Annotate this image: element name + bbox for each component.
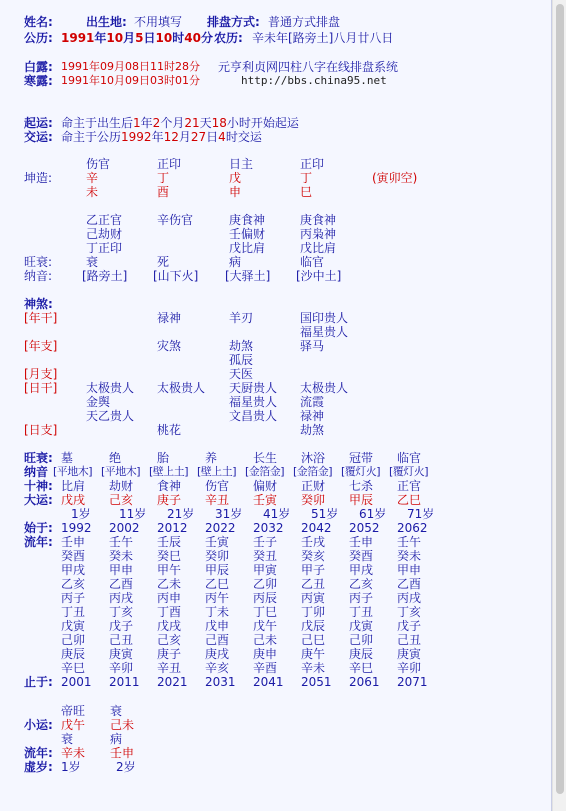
dayun-end-year: 2051 — [301, 675, 332, 689]
liunian-item: 乙酉 — [109, 577, 134, 591]
shensha-item: 禄神 — [300, 409, 325, 423]
liunian-item: 甲寅 — [253, 563, 278, 577]
liunian-item: 丁丑 — [61, 605, 86, 619]
qiyun-text — [61, 116, 299, 130]
shensha-title: 神煞: — [24, 297, 53, 311]
liunian-item: 甲辰 — [205, 563, 230, 577]
liunian-item: 壬子 — [253, 535, 278, 549]
shensha-item: 福星贵人 — [229, 395, 278, 409]
liunian-item: 丁酉 — [157, 605, 182, 619]
end-year-label: 止于: — [24, 675, 53, 689]
dayun-end-year: 2031 — [205, 675, 236, 689]
liunian-item: 乙卯 — [253, 577, 278, 591]
shensha-item: 流霞 — [300, 395, 325, 409]
liunian-item: 丙辰 — [253, 591, 278, 605]
liunian-item: 辛巳 — [61, 661, 86, 675]
liunian-item: 甲戌 — [349, 563, 374, 577]
dayun-ganzhi: 庚子 — [157, 493, 182, 507]
solar-day: 5 — [135, 31, 144, 45]
liunian-item: 己卯 — [349, 633, 374, 647]
qiyun-part: 个月 — [160, 116, 185, 130]
xiaoyun-label: 小运: — [24, 718, 53, 732]
dayun-wangshuai: 长生 — [253, 451, 278, 465]
shensha-item: 天乙贵人 — [86, 409, 135, 423]
kunzao-label: 坤造: — [24, 171, 53, 185]
lunar-label: 农历: — [214, 31, 243, 45]
liunian-item: 庚寅 — [109, 647, 134, 661]
dayun-start-year: 2062 — [397, 521, 428, 535]
wangshuai-value: 死 — [157, 255, 170, 269]
liunian-item: 辛卯 — [109, 661, 134, 675]
dayun-wangshuai-label: 旺衰: — [24, 451, 53, 465]
kong-note: (寅卯空) — [372, 171, 418, 185]
liunian-item: 己亥 — [157, 633, 182, 647]
liunian-item: 壬寅 — [205, 535, 230, 549]
dayun-wangshuai: 墓 — [61, 451, 74, 465]
dayun-age: 1岁 — [71, 507, 91, 521]
liunian-item: 壬午 — [109, 535, 134, 549]
liunian-item: 乙酉 — [397, 577, 422, 591]
hidden-stem: 壬偏财 — [229, 227, 266, 241]
dayun-end-year: 2061 — [349, 675, 380, 689]
pillar-god: 正印 — [300, 157, 325, 171]
liunian-item: 戊辰 — [301, 619, 326, 633]
liunian-item: 丁丑 — [349, 605, 374, 619]
liunian-item: 辛酉 — [253, 661, 278, 675]
solar-year: 1991 — [61, 31, 95, 45]
liunian-item: 庚申 — [253, 647, 278, 661]
dayun-nayin: [平地木] — [53, 465, 93, 478]
liunian-item: 庚子 — [157, 647, 182, 661]
liunian-item: 丁亥 — [109, 605, 134, 619]
liunian-item: 丁卯 — [301, 605, 326, 619]
dayun-age: 71岁 — [407, 507, 435, 521]
jiaoyun-part: 月 — [178, 130, 191, 144]
dayun-nayin: [覆灯火] — [389, 465, 429, 478]
vertical-scrollbar[interactable] — [552, 0, 566, 811]
wangshuai-value: 病 — [229, 255, 242, 269]
nayin-value: [沙中土] — [296, 269, 342, 283]
dayun-wangshuai: 养 — [205, 451, 218, 465]
liunian-item: 癸未 — [109, 549, 134, 563]
dayun-shishen-label: 十神: — [24, 479, 53, 493]
pillar-god: 伤官 — [86, 157, 111, 171]
dayun-nayin: [平地木] — [101, 465, 141, 478]
pillar-zhi: 巳 — [300, 185, 313, 199]
xiaoyun-bottom: 病 — [110, 732, 123, 746]
liunian-item: 癸卯 — [205, 549, 230, 563]
hidden-stem: 庚食神 — [229, 213, 266, 227]
name-label: 姓名: — [24, 15, 53, 29]
liunian-item: 己丑 — [109, 633, 134, 647]
hidden-stem: 辛伤官 — [157, 213, 194, 227]
liunian-item: 丙午 — [205, 591, 230, 605]
liunian-item: 丙戌 — [397, 591, 422, 605]
xusui-value: 2岁 — [116, 760, 136, 774]
pillar-god: 日主 — [229, 157, 254, 171]
method-label: 排盘方式: — [207, 15, 260, 29]
dayun-age: 11岁 — [119, 507, 147, 521]
liunian-item: 癸巳 — [157, 549, 182, 563]
xiaoyun-top: 帝旺 — [61, 704, 86, 718]
dayun-age: 41岁 — [263, 507, 291, 521]
dayun-wangshuai: 临官 — [397, 451, 422, 465]
shensha-item: 劫煞 — [300, 423, 325, 437]
dayun-shishen: 偏财 — [253, 479, 278, 493]
dayun-ganzhi: 戊戌 — [61, 493, 86, 507]
liunian-item: 戊子 — [109, 619, 134, 633]
dayun-wangshuai: 胎 — [157, 451, 170, 465]
dayun-nayin-label: 纳音 — [24, 465, 49, 479]
liunian-item: 乙亥 — [61, 577, 86, 591]
liunian-label: 流年: — [24, 535, 53, 549]
solar-year-unit: 年 — [94, 31, 107, 45]
liunian-item: 戊午 — [253, 619, 278, 633]
pillar-zhi: 申 — [229, 185, 242, 199]
hanlu-value: 1991年10月09日03时01分 — [61, 74, 200, 87]
xiaoyun-liunian-label: 流年: — [24, 746, 53, 760]
dayun-ganzhi: 辛丑 — [205, 493, 230, 507]
qiyun-hours: 18 — [211, 116, 227, 130]
dayun-end-year: 2071 — [397, 675, 428, 689]
dayun-ganzhi: 壬寅 — [253, 493, 278, 507]
shensha-item: 天医 — [229, 367, 254, 381]
dayun-shishen: 劫财 — [109, 479, 134, 493]
hidden-stem: 丁正印 — [86, 241, 123, 255]
jiaoyun-day: 27 — [190, 130, 207, 144]
hidden-stem: 己劫财 — [86, 227, 123, 241]
dayun-shishen: 比肩 — [61, 479, 86, 493]
hidden-stem: 戊比肩 — [229, 241, 266, 255]
liunian-item: 己巳 — [301, 633, 326, 647]
liunian-item: 乙丑 — [301, 577, 326, 591]
shensha-item: 禄神 — [157, 311, 182, 325]
bailu-label: 白露: — [24, 60, 53, 74]
liunian-item: 戊寅 — [349, 619, 374, 633]
shensha-item: 太极贵人 — [300, 381, 349, 395]
xusui-value: 1岁 — [61, 760, 81, 774]
qiyun-part: 小时开始起运 — [226, 116, 299, 130]
liunian-item: 己未 — [253, 633, 278, 647]
liunian-item: 乙亥 — [349, 577, 374, 591]
jiaoyun-part: 时交运 — [225, 130, 262, 144]
site-url[interactable]: http://bbs.china95.net — [241, 74, 387, 87]
dayun-nayin: [壁上土] — [197, 465, 237, 478]
dayun-nayin: [金箔金] — [293, 465, 333, 478]
liunian-item: 壬辰 — [157, 535, 182, 549]
dayun-ganzhi: 癸卯 — [301, 493, 326, 507]
dayun-start-year: 2022 — [205, 521, 236, 535]
dayun-end-year: 2021 — [157, 675, 188, 689]
solar-hour: 10 — [155, 31, 173, 45]
dayun-shishen: 正财 — [301, 479, 326, 493]
hidden-stem: 乙正官 — [86, 213, 123, 227]
dayun-shishen: 七杀 — [349, 479, 374, 493]
jiaoyun-text — [61, 130, 262, 144]
jiaoyun-part: 命主于公历 — [61, 130, 122, 144]
wangshuai-label: 旺衰: — [24, 255, 53, 269]
dayun-start-year: 2002 — [109, 521, 140, 535]
nayin-value: [山下火] — [153, 269, 199, 283]
xusui-label: 虚岁: — [24, 760, 53, 774]
shensha-row-label: [日干] — [24, 381, 58, 395]
site-name: 元亨利贞网四柱八字在线排盘系统 — [218, 60, 399, 74]
birthplace-value: 不用填写 — [134, 15, 183, 29]
jiaoyun-month: 12 — [163, 130, 179, 144]
shensha-item: 羊刃 — [229, 311, 254, 325]
dayun-nayin: [壁上土] — [149, 465, 189, 478]
dayun-shishen: 正官 — [397, 479, 422, 493]
dayun-age: 61岁 — [359, 507, 387, 521]
liunian-item: 己酉 — [205, 633, 230, 647]
dayun-start-year: 2052 — [349, 521, 380, 535]
jiaoyun-part: 年 — [151, 130, 164, 144]
jiaoyun-year: 1992 — [121, 130, 152, 144]
liunian-item: 乙巳 — [205, 577, 230, 591]
qiyun-years: 1 — [133, 116, 141, 130]
dayun-end-year: 2011 — [109, 675, 140, 689]
qiyun-months: 2 — [152, 116, 161, 130]
liunian-item: 甲申 — [109, 563, 134, 577]
liunian-item: 戊戌 — [157, 619, 182, 633]
dayun-start-year: 2032 — [253, 521, 284, 535]
shensha-item: 桃花 — [157, 423, 182, 437]
shensha-row-label: [日支] — [24, 423, 58, 437]
liunian-item: 癸酉 — [61, 549, 86, 563]
solar-datetime — [61, 31, 213, 45]
method-value: 普通方式排盘 — [268, 15, 341, 29]
wangshuai-value: 临官 — [300, 255, 325, 269]
liunian-item: 戊子 — [397, 619, 422, 633]
shensha-item: 金舆 — [86, 395, 111, 409]
pillar-gan: 戊 — [229, 171, 242, 185]
liunian-item: 癸酉 — [349, 549, 374, 563]
dayun-start-year: 2012 — [157, 521, 188, 535]
dayun-end-year: 2041 — [253, 675, 284, 689]
liunian-item: 己丑 — [397, 633, 422, 647]
dayun-start-year: 1992 — [61, 521, 92, 535]
dayun-start-year: 2042 — [301, 521, 332, 535]
liunian-item: 戊寅 — [61, 619, 86, 633]
start-year-label: 始于: — [24, 521, 53, 535]
liunian-item: 己卯 — [61, 633, 86, 647]
dayun-wangshuai: 冠带 — [349, 451, 374, 465]
pillar-zhi: 酉 — [157, 185, 170, 199]
liunian-item: 丁亥 — [397, 605, 422, 619]
dayun-end-year: 2001 — [61, 675, 92, 689]
liunian-item: 乙未 — [157, 577, 182, 591]
solar-minute: 40 — [184, 31, 201, 45]
liunian-item: 辛巳 — [349, 661, 374, 675]
shensha-item: 劫煞 — [229, 339, 254, 353]
pillar-zhi: 未 — [86, 185, 99, 199]
xiaoyun-liunian: 辛未 — [61, 746, 86, 760]
dayun-shishen: 食神 — [157, 479, 182, 493]
dayun-age: 21岁 — [167, 507, 195, 521]
hidden-stem: 丙枭神 — [300, 227, 337, 241]
lunar-value: 辛未年[路旁土]八月廿八日 — [252, 31, 394, 45]
dayun-nayin: [覆灯火] — [341, 465, 381, 478]
solar-label: 公历: — [24, 31, 53, 45]
hidden-stem: 庚食神 — [300, 213, 337, 227]
liunian-item: 癸亥 — [301, 549, 326, 563]
nayin-label: 纳音: — [24, 269, 53, 283]
dayun-age: 51岁 — [311, 507, 339, 521]
liunian-item: 辛丑 — [157, 661, 182, 675]
liunian-item: 丁巳 — [253, 605, 278, 619]
qiyun-days: 21 — [184, 116, 200, 130]
pillar-gan: 辛 — [86, 171, 99, 185]
liunian-item: 庚戌 — [205, 647, 230, 661]
dayun-ganzhi: 乙巳 — [397, 493, 422, 507]
solar-minute-unit: 分 — [200, 31, 213, 45]
liunian-item: 丙寅 — [301, 591, 326, 605]
liunian-item: 丁未 — [205, 605, 230, 619]
xiaoyun-bottom: 衰 — [61, 732, 74, 746]
shensha-row-label: [年干] — [24, 311, 58, 325]
liunian-item: 甲申 — [397, 563, 422, 577]
dayun-shishen: 伤官 — [205, 479, 230, 493]
shensha-row-label: [月支] — [24, 367, 58, 381]
solar-hour-unit: 时 — [172, 31, 185, 45]
liunian-item: 壬戌 — [301, 535, 326, 549]
shensha-item: 孤辰 — [229, 353, 254, 367]
jiaoyun-hour: 4 — [218, 130, 226, 144]
liunian-item: 庚寅 — [397, 647, 422, 661]
bailu-value: 1991年09月08日11时28分 — [61, 60, 200, 73]
liunian-item: 辛亥 — [205, 661, 230, 675]
liunian-item: 甲午 — [157, 563, 182, 577]
birthplace-label: 出生地: — [86, 15, 127, 29]
pillar-god: 正印 — [157, 157, 182, 171]
dayun-ganzhi: 甲辰 — [349, 493, 374, 507]
liunian-item: 庚午 — [301, 647, 326, 661]
shensha-item: 灾煞 — [157, 339, 182, 353]
scrollbar-thumb[interactable] — [556, 4, 564, 794]
liunian-item: 癸丑 — [253, 549, 278, 563]
liunian-item: 戊申 — [205, 619, 230, 633]
liunian-item: 丙申 — [157, 591, 182, 605]
liunian-item: 庚辰 — [349, 647, 374, 661]
shensha-row-label: [年支] — [24, 339, 58, 353]
liunian-item: 丙子 — [349, 591, 374, 605]
shensha-item: 国印贵人 — [300, 311, 349, 325]
shensha-item: 太极贵人 — [86, 381, 135, 395]
shensha-item: 福星贵人 — [300, 325, 349, 339]
liunian-item: 癸未 — [397, 549, 422, 563]
wangshuai-value: 衰 — [86, 255, 99, 269]
liunian-item: 壬申 — [349, 535, 374, 549]
dayun-label: 大运: — [24, 493, 53, 507]
xiaoyun-liunian: 壬申 — [110, 746, 135, 760]
liunian-item: 甲子 — [301, 563, 326, 577]
shensha-item: 太极贵人 — [157, 381, 206, 395]
shensha-item: 文昌贵人 — [229, 409, 278, 423]
nayin-value: [路旁土] — [82, 269, 128, 283]
liunian-item: 壬午 — [397, 535, 422, 549]
xiaoyun-top: 衰 — [110, 704, 123, 718]
qiyun-part: 天 — [199, 116, 212, 130]
nayin-value: [大驿土] — [225, 269, 271, 283]
solar-month: 10 — [106, 31, 124, 45]
liunian-item: 辛卯 — [397, 661, 422, 675]
hidden-stem: 戊比肩 — [300, 241, 337, 255]
liunian-item: 甲戌 — [61, 563, 86, 577]
shensha-item: 天厨贵人 — [229, 381, 278, 395]
liunian-item: 庚辰 — [61, 647, 86, 661]
liunian-item: 辛未 — [301, 661, 326, 675]
qiyun-part: 命主于出生后 — [61, 116, 134, 130]
dayun-age: 31岁 — [215, 507, 243, 521]
qiyun-part: 年 — [140, 116, 153, 130]
xiaoyun-ganzhi: 戊午 — [61, 718, 86, 732]
liunian-item: 丙戌 — [109, 591, 134, 605]
solar-month-unit: 月 — [123, 31, 136, 45]
xiaoyun-ganzhi: 己未 — [110, 718, 135, 732]
shensha-item: 驿马 — [300, 339, 325, 353]
liunian-item: 壬申 — [61, 535, 86, 549]
jiaoyun-part: 日 — [206, 130, 219, 144]
jiaoyun-label: 交运: — [24, 130, 53, 144]
solar-day-unit: 日 — [143, 31, 156, 45]
pillar-gan: 丁 — [300, 171, 313, 185]
pillar-gan: 丁 — [157, 171, 170, 185]
dayun-wangshuai: 沐浴 — [301, 451, 326, 465]
qiyun-label: 起运: — [24, 116, 53, 130]
hanlu-label: 寒露: — [24, 74, 53, 88]
liunian-item: 丙子 — [61, 591, 86, 605]
dayun-wangshuai: 绝 — [109, 451, 122, 465]
dayun-ganzhi: 己亥 — [109, 493, 134, 507]
dayun-nayin: [金箔金] — [245, 465, 285, 478]
